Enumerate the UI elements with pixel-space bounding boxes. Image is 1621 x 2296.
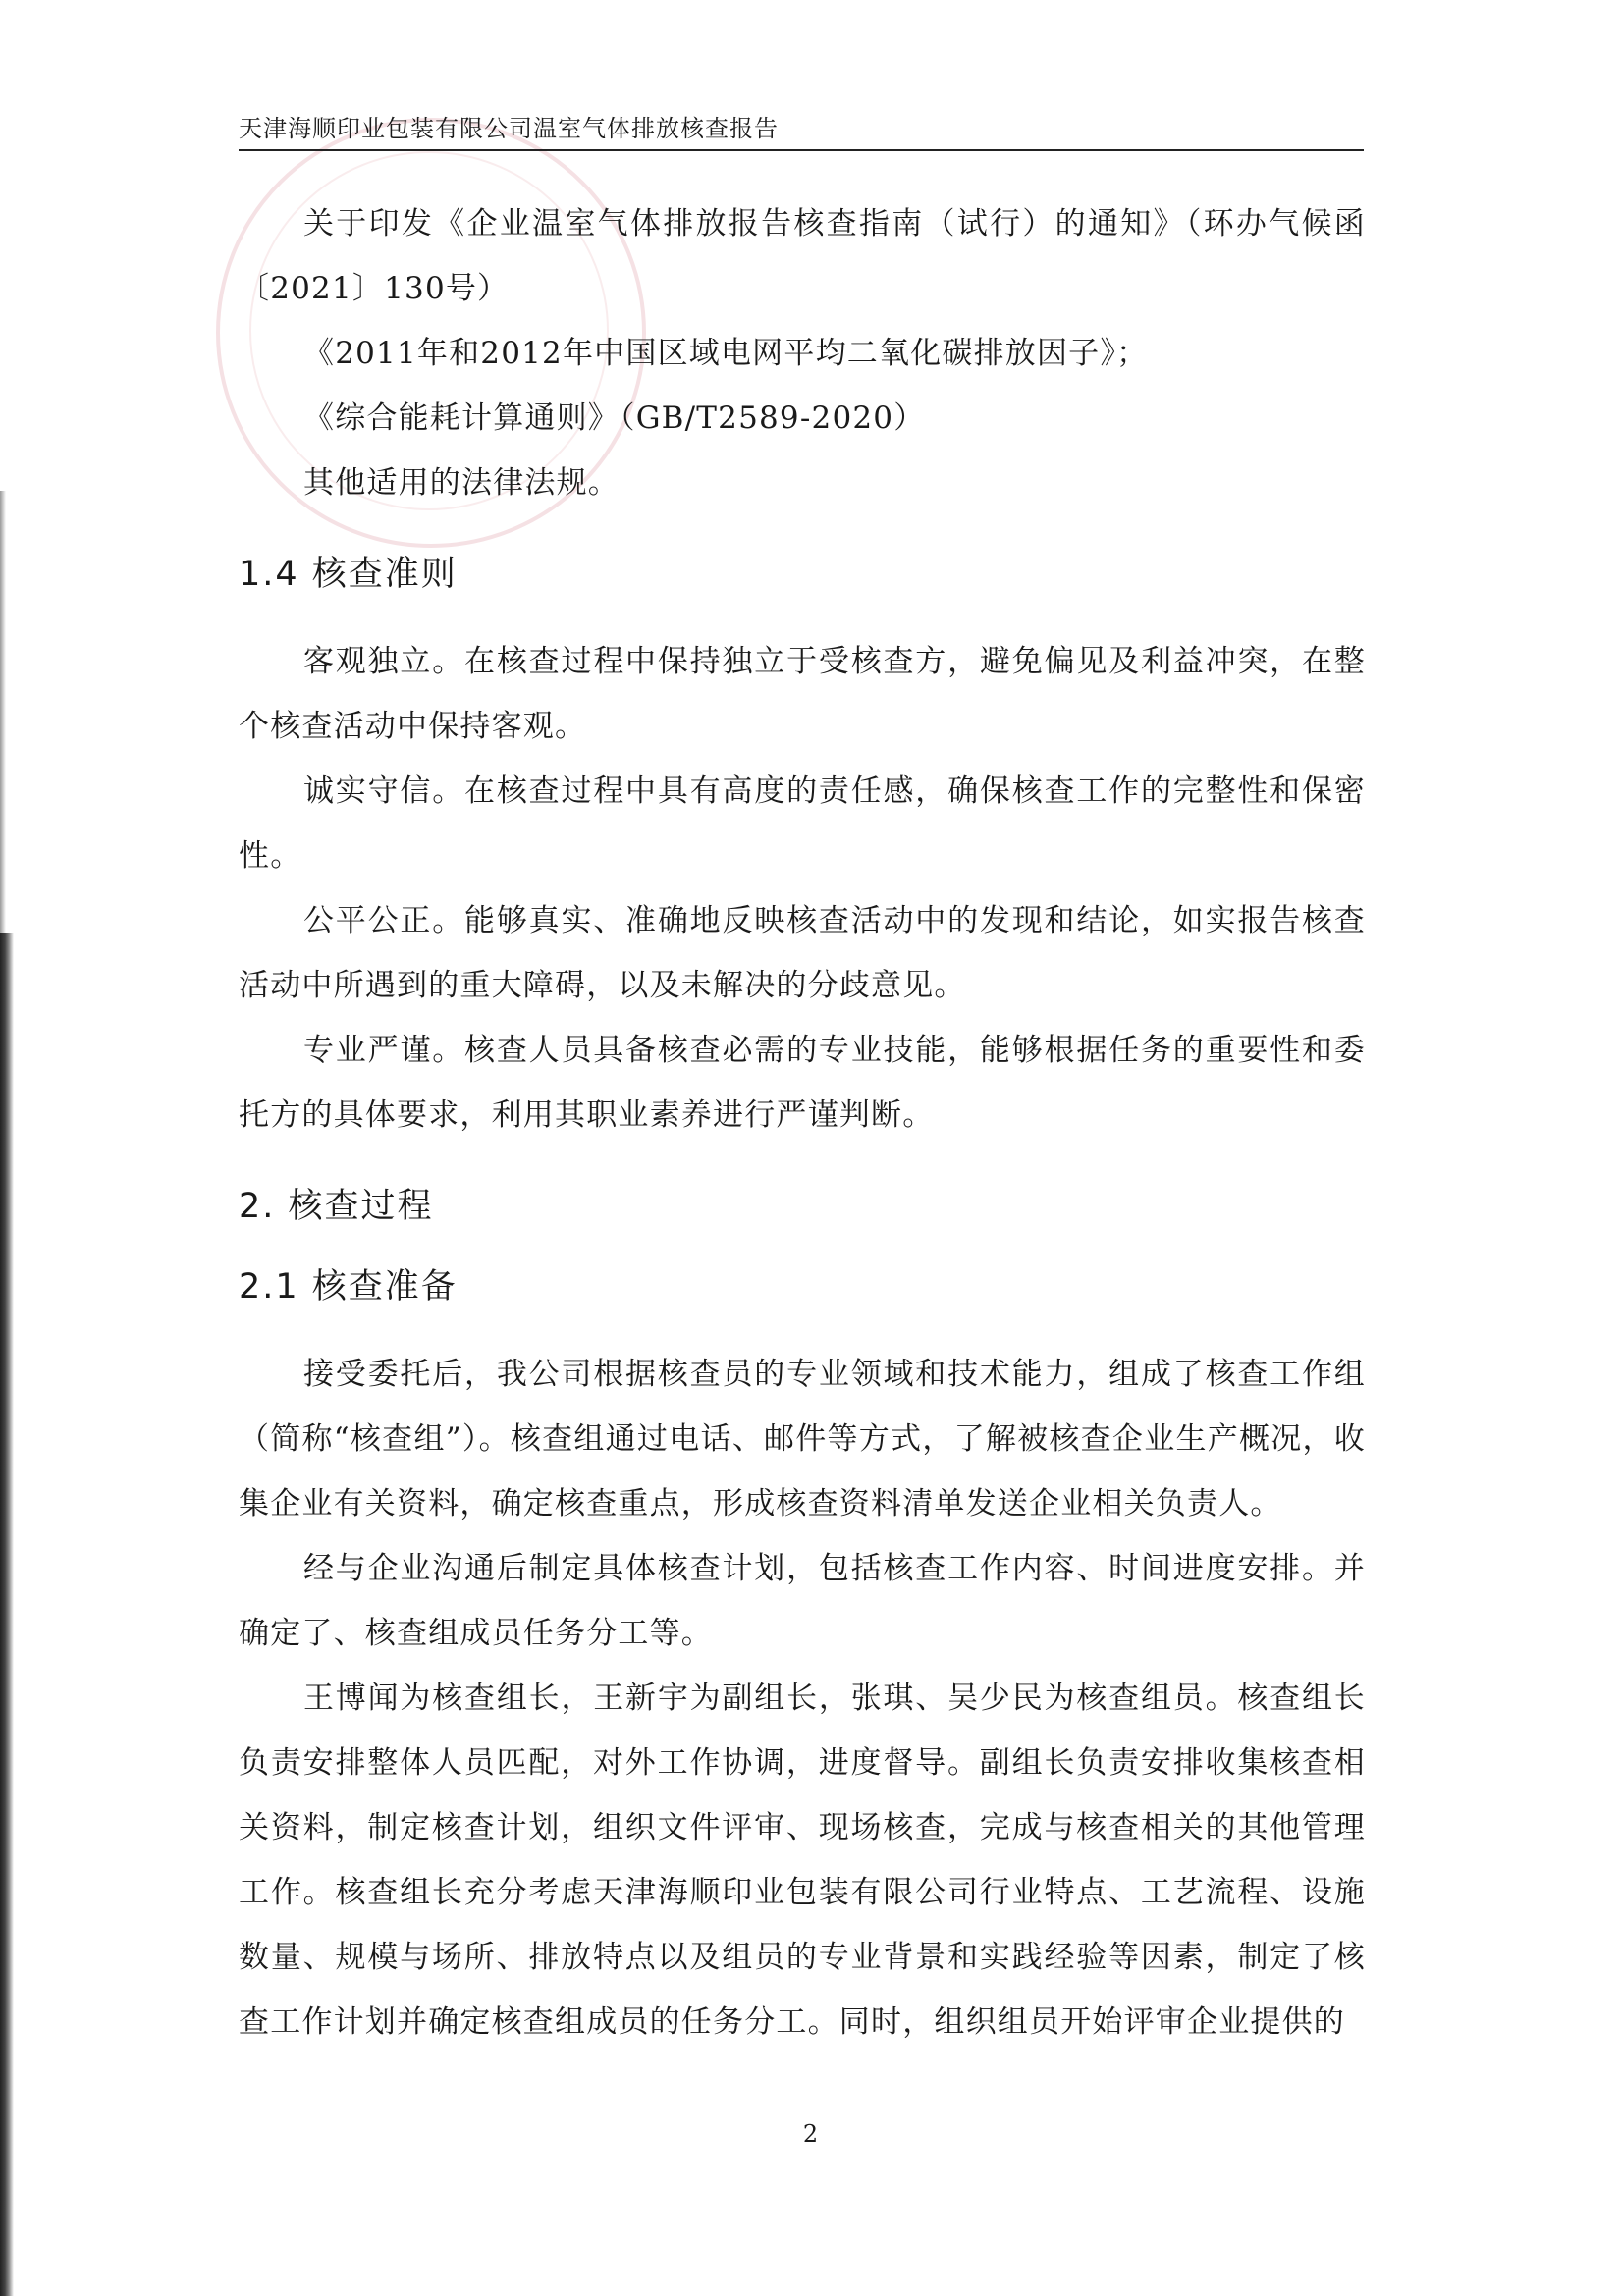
principle-fairness: 公平公正。能够真实、准确地反映核查活动中的发现和结论，如实报告核查活动中所遇到的重大障碍，以及未解决的分歧意见。	[239, 903, 1366, 1003]
scan-edge-shadow	[0, 933, 14, 2296]
page-header	[239, 110, 1364, 151]
page-body	[239, 191, 1366, 2055]
principle-integrity: 诚实守信。在核查过程中具有高度的责任感，确保核查工作的完整性和保密性。	[239, 774, 1366, 874]
section-1-4-heading: 1.4 核查准则	[239, 555, 458, 594]
reference-1: 关于印发《企业温室气体排放报告核查指南（试行）的通知》（环办气候函〔2021〕130号）	[239, 206, 1366, 306]
header-title: 天津海顺印业包装有限公司温室气体排放核查报告	[239, 115, 779, 142]
scan-edge-shadow-faint	[0, 491, 6, 933]
principle-professional: 专业严谨。核查人员具备核查必需的专业技能，能够根据任务的重要性和委托方的具体要求，利用其职业素养进行严谨判断。	[239, 1033, 1366, 1133]
preparation-paragraph-2: 经与企业沟通后制定具体核查计划，包括核查工作内容、时间进度安排。并确定了、核查组成员任务分工等。	[239, 1551, 1366, 1651]
reference-4: 其他适用的法律法规。	[303, 465, 620, 501]
section-2-1-heading: 2.1 核查准备	[239, 1267, 458, 1307]
preparation-paragraph-3: 王博闻为核查组长，王新宇为副组长，张琪、吴少民为核查组员。核查组长负责安排整体人员匹配，对外工作协调，进度督导。副组长负责安排收集核查相关资料，制定核查计划，组织文件评审、现场核查，完成与核查相关的其他管理工作。核查组长充分考虑天津海顺印业包装有限公司行业特点、工艺流程、设施数量、规模与场所、排放特点以及组员的专业背景和实践经验等因素，制定了核查工作计划并确定核查组成员的任务分工。同时，组织组员开始评审企业提供的	[239, 1681, 1366, 2040]
preparation-paragraph-1: 接受委托后，我公司根据核查员的专业领域和技术能力，组成了核查工作组（简称“核查组”）。核查组通过电话、邮件等方式，了解被核查企业生产概况，收集企业有关资料，确定核查重点，形成核查资料清单发送企业相关负责人。	[239, 1357, 1366, 1522]
reference-3: 《综合能耗计算通则》（GB/T2589-2020）	[303, 400, 926, 436]
principle-objective: 客观独立。在核查过程中保持独立于受核查方，避免偏见及利益冲突，在整个核查活动中保持客观。	[239, 644, 1366, 744]
reference-2: 《2011年和2012年中国区域电网平均二氧化碳排放因子》；	[303, 336, 1149, 371]
section-2-heading: 2. 核查过程	[239, 1187, 434, 1226]
page-number: 2	[802, 2120, 819, 2148]
